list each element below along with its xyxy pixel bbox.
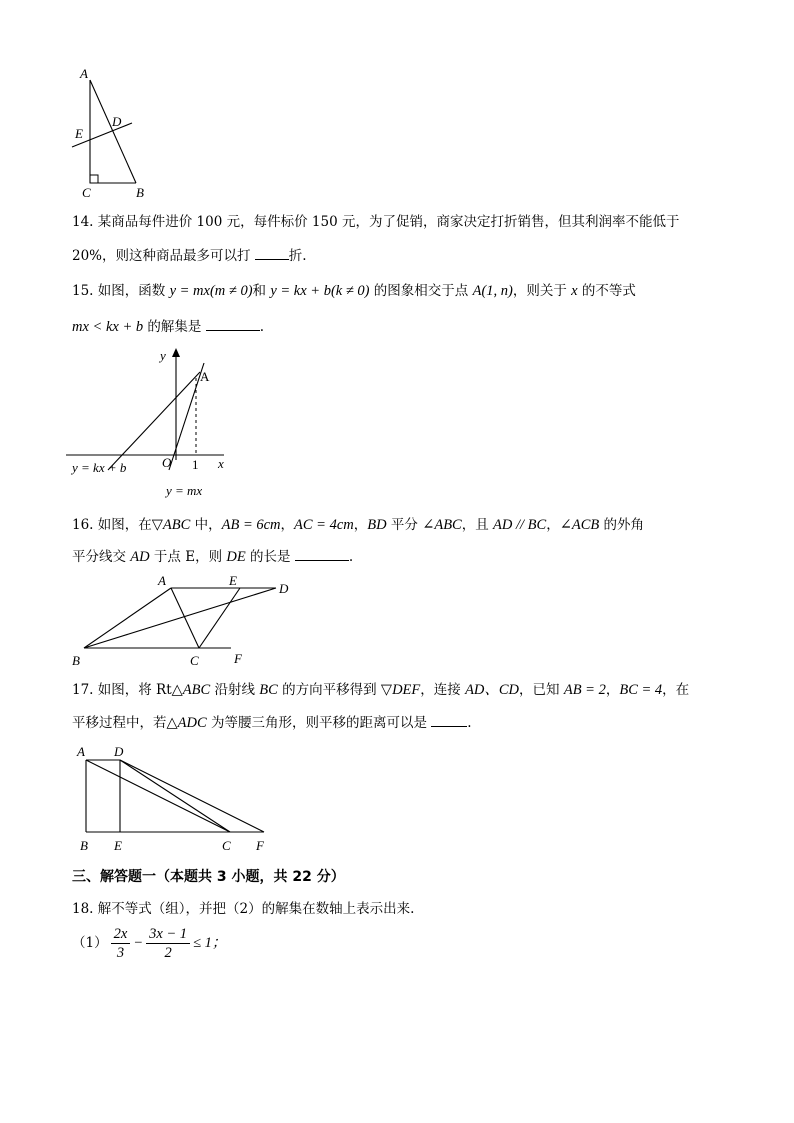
q17-ab: AB = 2 (563, 682, 606, 698)
q17-d: ，已知 (519, 682, 564, 698)
frac1-denominator: 3 (116, 945, 125, 961)
minus-sign: − (133, 935, 144, 951)
q15-point: A(1, n) (472, 283, 513, 299)
q14-text-2: 20%，则这种商品最多可以打 (72, 248, 255, 264)
segment-bd (84, 588, 276, 648)
q16-mid2: 于点 E，则 (149, 549, 227, 565)
answer-blank-q15[interactable] (206, 316, 260, 331)
segment-dc (120, 760, 230, 832)
question-16-line1 (72, 515, 644, 535)
label-y: y (160, 348, 166, 363)
q17-bcv: BC = 4 (619, 682, 663, 698)
q18-part1-label: （1） (72, 935, 108, 951)
section-heading-3 (72, 866, 345, 886)
label-origin: O (162, 455, 172, 470)
q16-a: 中， (190, 517, 222, 533)
figure-q17-translation (70, 740, 290, 860)
question-15-line1 (72, 281, 636, 301)
q16-sep3: ， (546, 517, 560, 533)
line-mx (169, 363, 204, 470)
q16-tri: ▽ABC (151, 517, 191, 533)
label-one: 1 (192, 457, 199, 472)
q14-text-3: 折. (288, 248, 307, 264)
q16-and: ，且 (461, 517, 494, 533)
label-e: E (75, 126, 83, 141)
q15-post: ，则关于 (512, 283, 572, 299)
q16-parallel: AD // BC (493, 517, 547, 533)
answer-blank-q17[interactable] (431, 712, 467, 727)
question-14-line2 (72, 245, 307, 266)
q16-end: . (348, 549, 354, 565)
q15-var: x (571, 283, 578, 299)
q16-sep2: ， (353, 517, 368, 533)
q17-a: 沿射线 (210, 682, 260, 698)
q17-adcd: AD、CD (465, 682, 520, 698)
q16-angle-acb: ∠ACB (559, 517, 600, 533)
q16-end1: 的外角 (599, 517, 645, 533)
q16-angle-abc: ∠ABC (422, 517, 462, 533)
q17-end: . (467, 715, 472, 731)
answer-blank-q14[interactable] (255, 245, 289, 260)
frac2-denominator: 2 (164, 945, 172, 961)
label-f: F (234, 651, 242, 666)
question-15-line2 (72, 316, 264, 337)
fraction-1 (111, 925, 131, 962)
q17-b: 的方向平移得到 (277, 682, 381, 698)
question-16-line2 (72, 546, 353, 567)
segment-ab (90, 80, 136, 183)
q15-eq2: y = kx + b(k ≠ 0) (270, 283, 370, 299)
segment-ba (84, 588, 171, 648)
q15-end1: 的不等式 (577, 283, 636, 299)
label-a: A (80, 66, 88, 81)
question-17-line1 (72, 680, 689, 700)
label-d: D (112, 114, 122, 129)
label-x: x (218, 456, 224, 471)
label-f: F (256, 838, 264, 853)
q16-post2: 的长是 (245, 549, 295, 565)
q17-end1: ，在 (662, 682, 690, 698)
y-axis-arrow (172, 348, 180, 357)
q17-pre2: 平移过程中，若 (72, 715, 167, 731)
label-line1: y = kx + b (72, 460, 127, 475)
q15-inequality: mx < kx + b (72, 319, 144, 335)
label-a: A (200, 369, 210, 384)
q18-text: 18. 解不等式（组），并把（2）的解集在数轴上表示出来. (72, 901, 415, 917)
q14-text: 14. 某商品每件进价 100 元，每件标价 150 元，为了促销，商家决定打折销售，但其利润率不能低于 (72, 214, 680, 230)
segment-df (120, 760, 264, 832)
question-18 (72, 899, 414, 919)
geometry-diagram (66, 570, 306, 670)
figure-q13-triangle (60, 60, 160, 200)
label-e: E (229, 573, 237, 588)
segment-ce (199, 588, 240, 648)
q17-pre: 17. 如图，将 Rt (72, 682, 172, 698)
q15-end: . (259, 319, 264, 335)
q16-bd: BD (367, 517, 387, 533)
label-a: A (77, 744, 85, 759)
q18-rhs: ≤ 1； (193, 935, 227, 951)
q16-bisect: 平分 (386, 517, 423, 533)
q15-and: 和 (252, 283, 271, 299)
frac1-numerator: 2x (111, 925, 131, 944)
q17-post2: 为等腰三角形，则平移的距离可以是 (206, 715, 432, 731)
figure-q16-quadrilateral (66, 570, 306, 670)
answer-blank-q16[interactable] (295, 546, 349, 561)
label-e: E (114, 838, 122, 853)
segment-ac (171, 588, 199, 648)
q15-pre: 15. 如图，函数 (72, 283, 170, 299)
right-angle-mark (90, 175, 98, 183)
q17-tri: △ABC (171, 682, 211, 698)
label-b: B (72, 653, 80, 668)
q17-comma: ， (605, 682, 620, 698)
q17-def: ▽DEF (380, 682, 421, 698)
q16-pre: 16. 如图，在 (72, 517, 152, 533)
section-title: 三、解答题一（本题共 3 小题，共 22 分） (72, 869, 345, 885)
q17-adc: △ADC (166, 715, 207, 731)
label-a: A (158, 573, 166, 588)
q17-c: ，连接 (420, 682, 466, 698)
q15-mid: 的图象相交于点 (369, 283, 473, 299)
label-c: C (82, 185, 91, 200)
label-c: C (190, 653, 199, 668)
frac2-numerator: 3x − 1 (146, 925, 190, 944)
q16-pre2: 平分线交 (72, 549, 131, 565)
segment-ac (86, 760, 230, 832)
question-18-part1 (72, 924, 226, 962)
fraction-2 (146, 925, 190, 962)
label-line2: y = mx (166, 483, 203, 498)
q15-post2: 的解集是 (143, 319, 206, 335)
q16-ab: AB = 6cm (221, 517, 281, 533)
label-c: C (222, 838, 231, 853)
label-d: D (114, 744, 124, 759)
label-b: B (136, 185, 144, 200)
label-d: D (279, 581, 289, 596)
question-14-line1 (72, 212, 679, 232)
q16-ac: AC = 4cm (294, 517, 354, 533)
q16-sep: ， (280, 517, 295, 533)
q16-ad: AD (130, 549, 150, 565)
q17-bc: BC (259, 682, 278, 698)
question-17-line2 (72, 712, 472, 733)
label-b: B (80, 838, 88, 853)
figure-q15-graph (66, 345, 246, 505)
q15-eq1: y = mx(m ≠ 0) (169, 283, 253, 299)
translation-diagram (70, 740, 290, 860)
graph-diagram (66, 345, 246, 505)
triangle-diagram (60, 60, 160, 200)
q16-de: DE (226, 549, 246, 565)
